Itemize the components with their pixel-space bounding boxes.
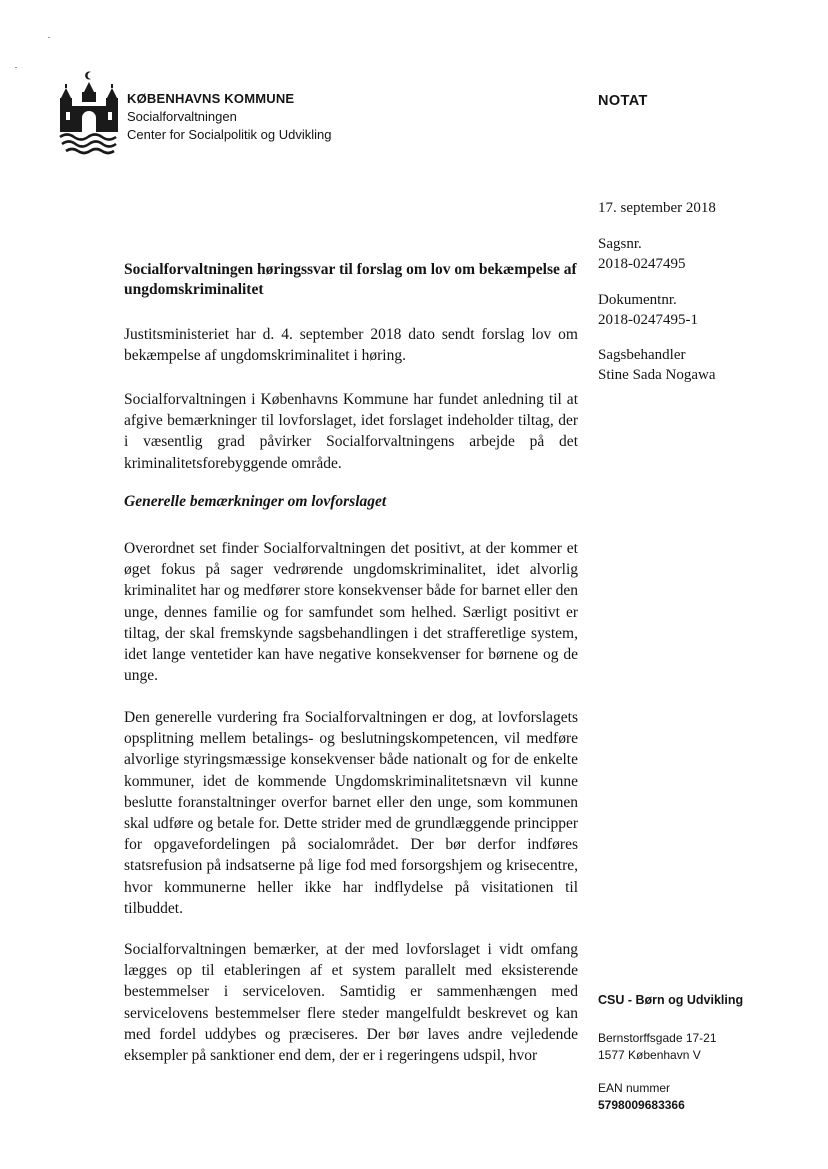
document-type-label: NOTAT	[598, 93, 648, 109]
body-paragraph-1: Overordnet set finder Socialforvaltningen det positivt, at der kommer et øget fokus på sager vedrørende ungdomskriminalitet, idet alvorlig kriminalitet har og medfører store konsekvenser både for barnet eller den unge, dennes familie og for samfundet som helhed. Særligt positivt er tiltag, der skal fremskynde sagsbehandlingen i det strafferetlige system, idet lange ventetider kan have negative konsekvenser for børnene og de unge.	[124, 540, 578, 685]
document-number-label: Dokumentnr.	[598, 292, 677, 308]
case-number-block	[598, 234, 686, 274]
scan-speck	[15, 67, 17, 68]
intro-paragraph-2: Socialforvaltningen i Københavns Kommune har fundet anledning til at afgive bemærkninger til lovforslaget, idet forslaget indeholder tiltag, der i væsentlig grad påvirker Socialforvaltningens arbejde på det kriminalitetsforebyggende område.	[124, 391, 578, 472]
address-block	[598, 1030, 717, 1064]
center-name: Center for Socialpolitik og Udvikling	[127, 127, 332, 142]
case-number-value: 2018-0247495	[598, 256, 686, 272]
kobenhavn-logo-icon	[58, 70, 120, 156]
department-name: Socialforvaltningen	[127, 109, 237, 124]
document-title: Socialforvaltningen høringssvar til forslag om lov om bekæmpelse af ungdomskriminalitet	[124, 261, 577, 298]
case-handler-value: Stine Sada Nogawa	[598, 367, 716, 383]
intro-paragraph-1: Justitsministeriet har d. 4. september 2018 dato sendt forslag lov om bekæmpelse af ungdomskriminalitet i høring.	[124, 326, 578, 365]
document-number-value: 2018-0247495-1	[598, 312, 698, 328]
body-paragraph-2: Den generelle vurdering fra Socialforvaltningen er dog, at lovforslagets opsplitning mellem betalings- og beslutningskompetencen, vil medføre alvorlige styringsmæssige konsekvenser både nationalt og for de enkelte kommuner, idet de kommende Ungdomskriminalitetsnævn vil kunne beslutte foranstaltninger overfor barnet eller den unge, som kommunen skal udføre og betale for. Dette strider med de grundlæggende principper for opgavefordelingen på socialområdet. Der bør derfor indføres statsrefusion på indsatserne på lige fod med forsorgshjem og krisecentre, hvor kommunerne heller ikke har indflydelse på visitationen til tilbuddet.	[124, 709, 578, 917]
document-date: 17. september 2018	[598, 200, 716, 216]
case-handler-block	[598, 345, 715, 385]
city-address: 1577 København V	[598, 1048, 701, 1062]
case-number-label: Sagsnr.	[598, 236, 642, 252]
organization-name: KØBENHAVNS KOMMUNE	[127, 91, 295, 106]
street-address: Bernstorffsgade 17-21	[598, 1031, 717, 1045]
organization-block	[127, 90, 331, 144]
section-heading: Generelle bemærkninger om lovforslaget	[124, 493, 387, 510]
scan-speck	[48, 37, 50, 38]
ean-label: EAN nummer	[598, 1081, 671, 1095]
document-number-block	[598, 290, 698, 330]
ean-block	[598, 1080, 685, 1114]
ean-number: 5798009683366	[598, 1098, 685, 1112]
unit-name: CSU - Børn og Udvikling	[598, 993, 744, 1007]
case-handler-label: Sagsbehandler	[598, 347, 686, 363]
body-paragraph-3: Socialforvaltningen bemærker, at der med lovforslaget i vidt omfang lægges op til etableringen af et system parallelt med eksisterende bestemmelser i serviceloven. Samtidig er sammenhængen med servicelovens bestemmelser flere steder mangelfuldt beskrevet og kan med fordel uddybes og præciseres. Der bør laves andre vejledende eksempler på sanktioner end dem, der er i regeringens udspil, hvor	[124, 941, 578, 1065]
